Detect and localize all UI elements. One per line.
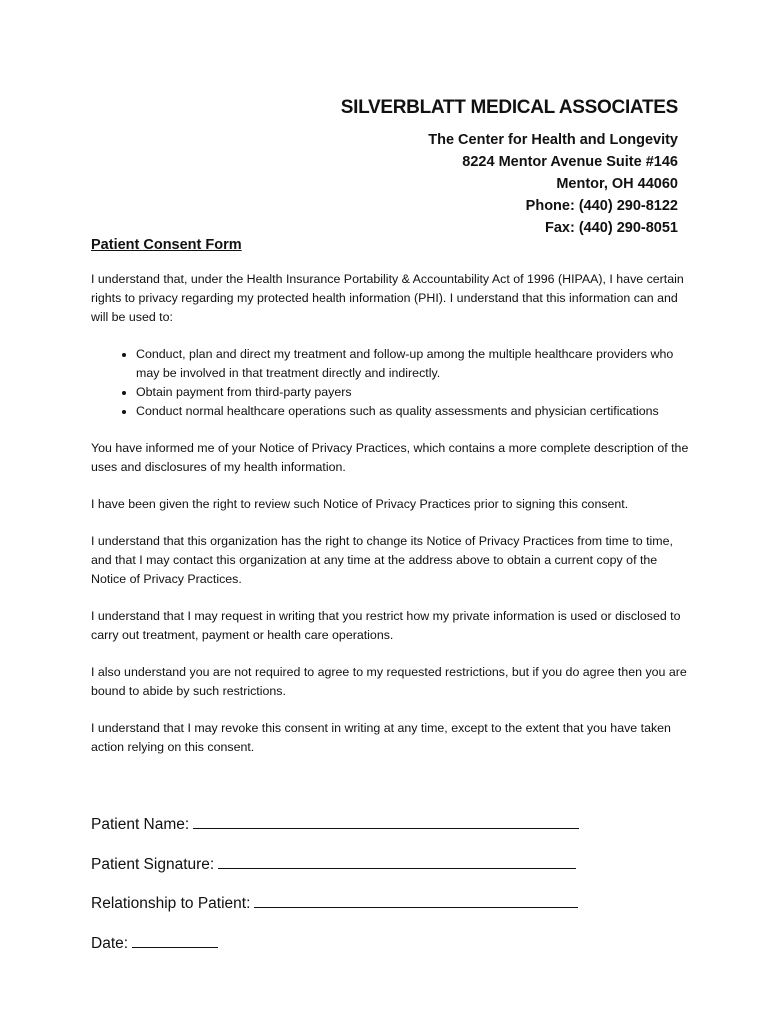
form-title: Patient Consent Form bbox=[91, 237, 242, 253]
address-line-2: Mentor, OH 44060 bbox=[556, 176, 678, 192]
patient-name-row bbox=[91, 813, 579, 853]
usage-list bbox=[91, 345, 691, 421]
notice-paragraph: You have informed me of your Notice of Privacy Practices, which contains a more complete description of the uses and disclosures of my health information. bbox=[91, 441, 689, 474]
date-field[interactable] bbox=[132, 932, 218, 948]
organization-name: SILVERBLATT MEDICAL ASSOCIATES bbox=[340, 97, 678, 118]
restrict-paragraph: I understand that I may request in writing that you restrict how my private information is used or disclosed to carry out treatment, payment or health care operations. bbox=[91, 609, 681, 642]
review-paragraph: I have been given the right to review such Notice of Privacy Practices prior to signing this consent. bbox=[91, 497, 629, 511]
fax-number: Fax: (440) 290-8051 bbox=[545, 220, 678, 236]
date-label: Date: bbox=[91, 934, 129, 952]
patient-signature-label: Patient Signature: bbox=[91, 855, 215, 873]
revoke-paragraph: I understand that I may revoke this consent in writing at any time, except to the extent that you have taken action relying on this consent. bbox=[91, 721, 671, 754]
signature-block bbox=[91, 813, 579, 971]
phone-number: Phone: (440) 290-8122 bbox=[525, 198, 678, 214]
patient-name-field[interactable] bbox=[193, 813, 579, 829]
patient-name-label: Patient Name: bbox=[91, 816, 190, 833]
list-item: • Conduct, plan and direct my treatment and follow-up among the multiple healthcare providers who may be involved in that treatment directly and indirectly. bbox=[136, 345, 691, 383]
letterhead bbox=[341, 96, 678, 239]
address-line-1: 8224 Mentor Avenue Suite #146 bbox=[462, 154, 678, 170]
date-row bbox=[91, 932, 579, 972]
organization-subtitle: The Center for Health and Longevity bbox=[428, 132, 678, 148]
list-item: • Obtain payment from third-party payers bbox=[136, 383, 691, 402]
relationship-row bbox=[91, 892, 579, 932]
patient-signature-row bbox=[91, 853, 579, 893]
intro-paragraph: I understand that, under the Health Insurance Portability & Accountability Act of 1996 (HIPAA), I have certain rights to privacy regarding my protected health information (PHI). I understand that this information can and will be used to: bbox=[91, 272, 684, 324]
agree-paragraph: I also understand you are not required to agree to my requested restrictions, but if you do agree then you are bound to abide by such restrictions. bbox=[91, 665, 687, 698]
relationship-field[interactable] bbox=[254, 892, 578, 908]
patient-signature-field[interactable] bbox=[218, 853, 576, 869]
list-item: • Conduct normal healthcare operations such as quality assessments and physician certifications bbox=[136, 402, 691, 421]
consent-body bbox=[91, 270, 691, 775]
change-paragraph: I understand that this organization has the right to change its Notice of Privacy Practices from time to time, and that I may contact this organization at any time at the address above to obtain a current copy of the Notice of Privacy Practices. bbox=[91, 534, 673, 586]
relationship-label: Relationship to Patient: bbox=[91, 895, 251, 912]
